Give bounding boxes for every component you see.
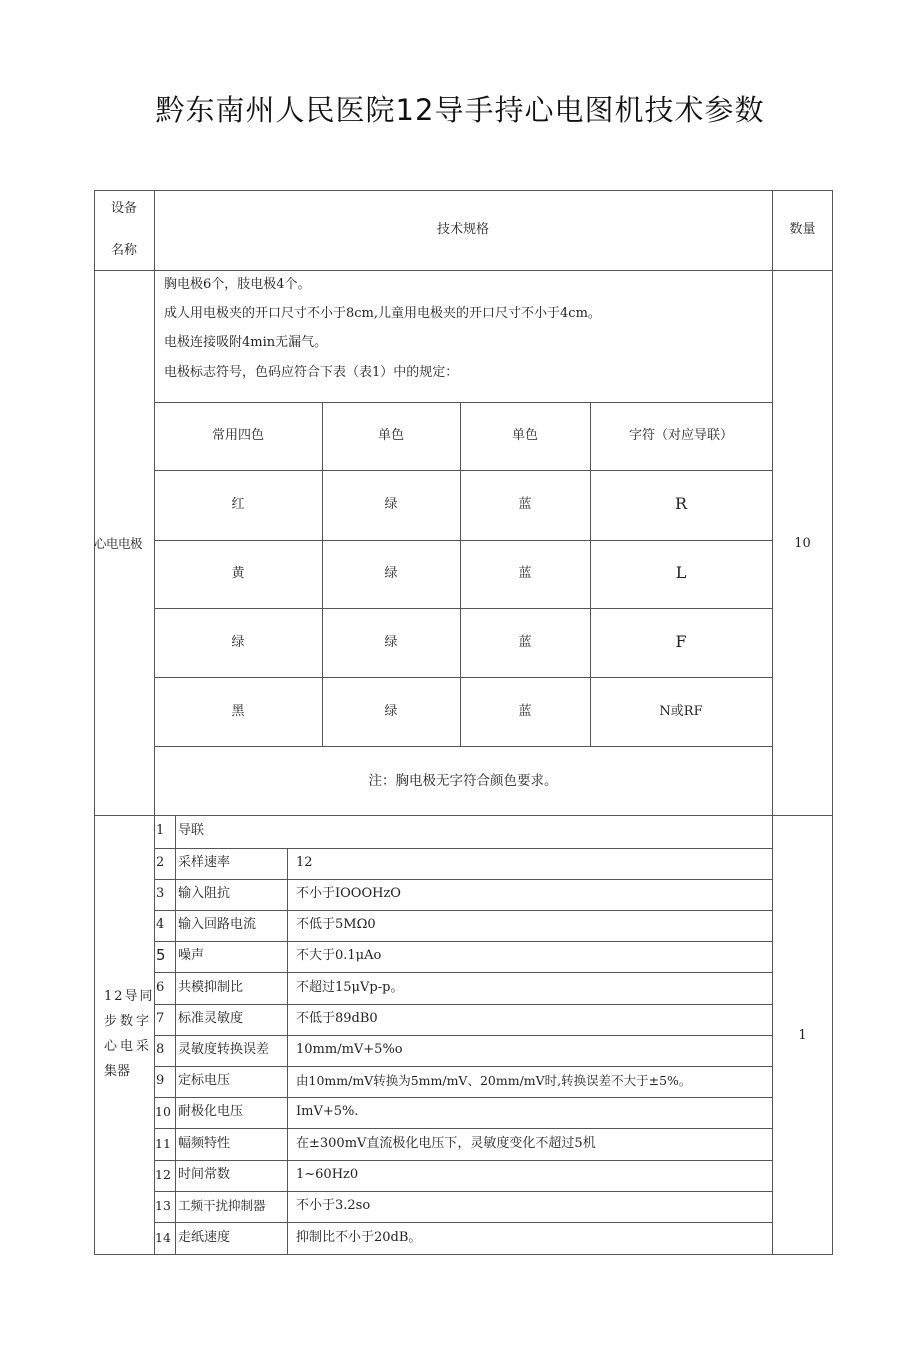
header-spec: 技术规格: [436, 222, 489, 237]
collector-name-line: 12导同: [104, 989, 155, 1004]
color-cell: 黄: [231, 566, 245, 581]
color-table-header: 单色: [511, 428, 538, 443]
color-table-header: 字符（对应导联）: [628, 428, 733, 443]
param-item: 导联: [178, 823, 205, 838]
color-cell: 红: [231, 497, 245, 512]
color-cell: 绿: [384, 635, 398, 650]
color-cell: 绿: [384, 566, 398, 581]
param-value: 1~60Hz0: [296, 1167, 359, 1182]
param-item: 输入阻抗: [178, 886, 231, 901]
param-value: 抑制比不小于20dB。: [296, 1230, 422, 1245]
param-no: 3: [156, 886, 165, 901]
param-item: 采样速率: [178, 855, 231, 870]
param-value: 不低于5MΩ0: [296, 917, 376, 932]
param-item: 输入回路电流: [178, 917, 257, 932]
electrode-spec-line: 成人用电极夹的开口尺寸不小于8cm,儿童用电极夹的开口尺寸不小于4cm。: [164, 306, 601, 321]
param-no: 4: [156, 917, 165, 932]
param-item: 共模抑制比: [178, 980, 244, 995]
param-item: 噪声: [178, 948, 205, 963]
header-device-name-line2: 名称: [110, 243, 137, 258]
color-cell: 蓝: [518, 497, 532, 512]
param-value: ImV+5%.: [296, 1104, 359, 1119]
param-no: 8: [156, 1042, 165, 1057]
color-cell: 蓝: [518, 635, 532, 650]
collector-name-line: 步数字: [104, 1014, 153, 1029]
electrode-spec-line: 电极连接吸附4min无漏气。: [164, 335, 328, 350]
color-table-header: 单色: [377, 428, 404, 443]
color-cell: 蓝: [518, 704, 532, 719]
param-no: 12: [155, 1167, 171, 1182]
param-item: 幅频特性: [178, 1136, 231, 1151]
color-table-header: 常用四色: [211, 428, 264, 443]
header-device-name-line1: 设备: [110, 201, 137, 216]
param-value: 不大于0.1μAo: [296, 948, 382, 963]
param-value: 不低于89dB0: [296, 1011, 378, 1026]
param-no: 14: [155, 1230, 171, 1245]
param-no: 7: [156, 1011, 165, 1026]
param-value: 不小于IOOOHzO: [296, 886, 401, 901]
lead-symbol-cell: L: [675, 563, 687, 582]
param-value: 在±300mV直流极化电压下，灵敏度变化不超过5机: [296, 1136, 596, 1151]
page-title: 黔东南州人民医院12导手持心电图机技术参数: [155, 93, 765, 127]
lead-symbol-cell: R: [674, 494, 688, 513]
param-no: 9: [156, 1073, 165, 1088]
param-value: 12: [296, 855, 313, 870]
param-item: 标准灵敏度: [178, 1011, 244, 1026]
param-no: 11: [155, 1136, 171, 1151]
electrode-spec-line: 电极标志符号，色码应符合下表（表1）中的规定：: [164, 365, 459, 380]
color-cell: 绿: [384, 497, 398, 512]
header-qty: 数量: [789, 222, 816, 237]
param-item: 时间常数: [178, 1167, 231, 1182]
param-no: 2: [156, 855, 165, 870]
param-value: 10mm/mV+5%o: [296, 1042, 403, 1057]
param-item: 定标电压: [178, 1073, 231, 1088]
param-item: 耐极化电压: [178, 1104, 244, 1119]
param-item: 灵敏度转换误差: [178, 1042, 270, 1057]
param-no: 1: [156, 823, 165, 838]
param-value: 由10mm/mV转换为5mm/mV、20mm/mV时,转换误差不大于±5%。: [296, 1073, 692, 1088]
color-cell: 黑: [231, 704, 245, 719]
param-value: 不超过15μVp-p。: [296, 980, 404, 995]
electrode-qty: 10: [794, 536, 811, 551]
electrode-note: 注：胸电极无字符合颜色要求。: [368, 773, 558, 789]
color-cell: 绿: [384, 704, 398, 719]
lead-symbol-cell: N或RF: [659, 704, 703, 719]
param-value: 不小于3.2so: [296, 1198, 371, 1213]
color-cell: 蓝: [518, 566, 532, 581]
collector-name-line: 心电采: [104, 1039, 153, 1054]
collector-qty: 1: [798, 1028, 807, 1043]
collector-name-line: 集器: [104, 1064, 131, 1079]
lead-symbol-cell: F: [675, 632, 687, 651]
param-no: 13: [155, 1198, 171, 1213]
electrode-spec-line: 胸电极6个，肢电极4个。: [164, 277, 311, 292]
param-no: 10: [155, 1104, 171, 1119]
param-item: 工频干扰抑制器: [178, 1198, 266, 1213]
param-no: 6: [156, 980, 165, 995]
param-item: 走纸速度: [178, 1230, 231, 1245]
param-no: 5: [156, 946, 166, 964]
color-cell: 绿: [231, 635, 245, 650]
electrode-name: 心电电极: [94, 536, 143, 551]
